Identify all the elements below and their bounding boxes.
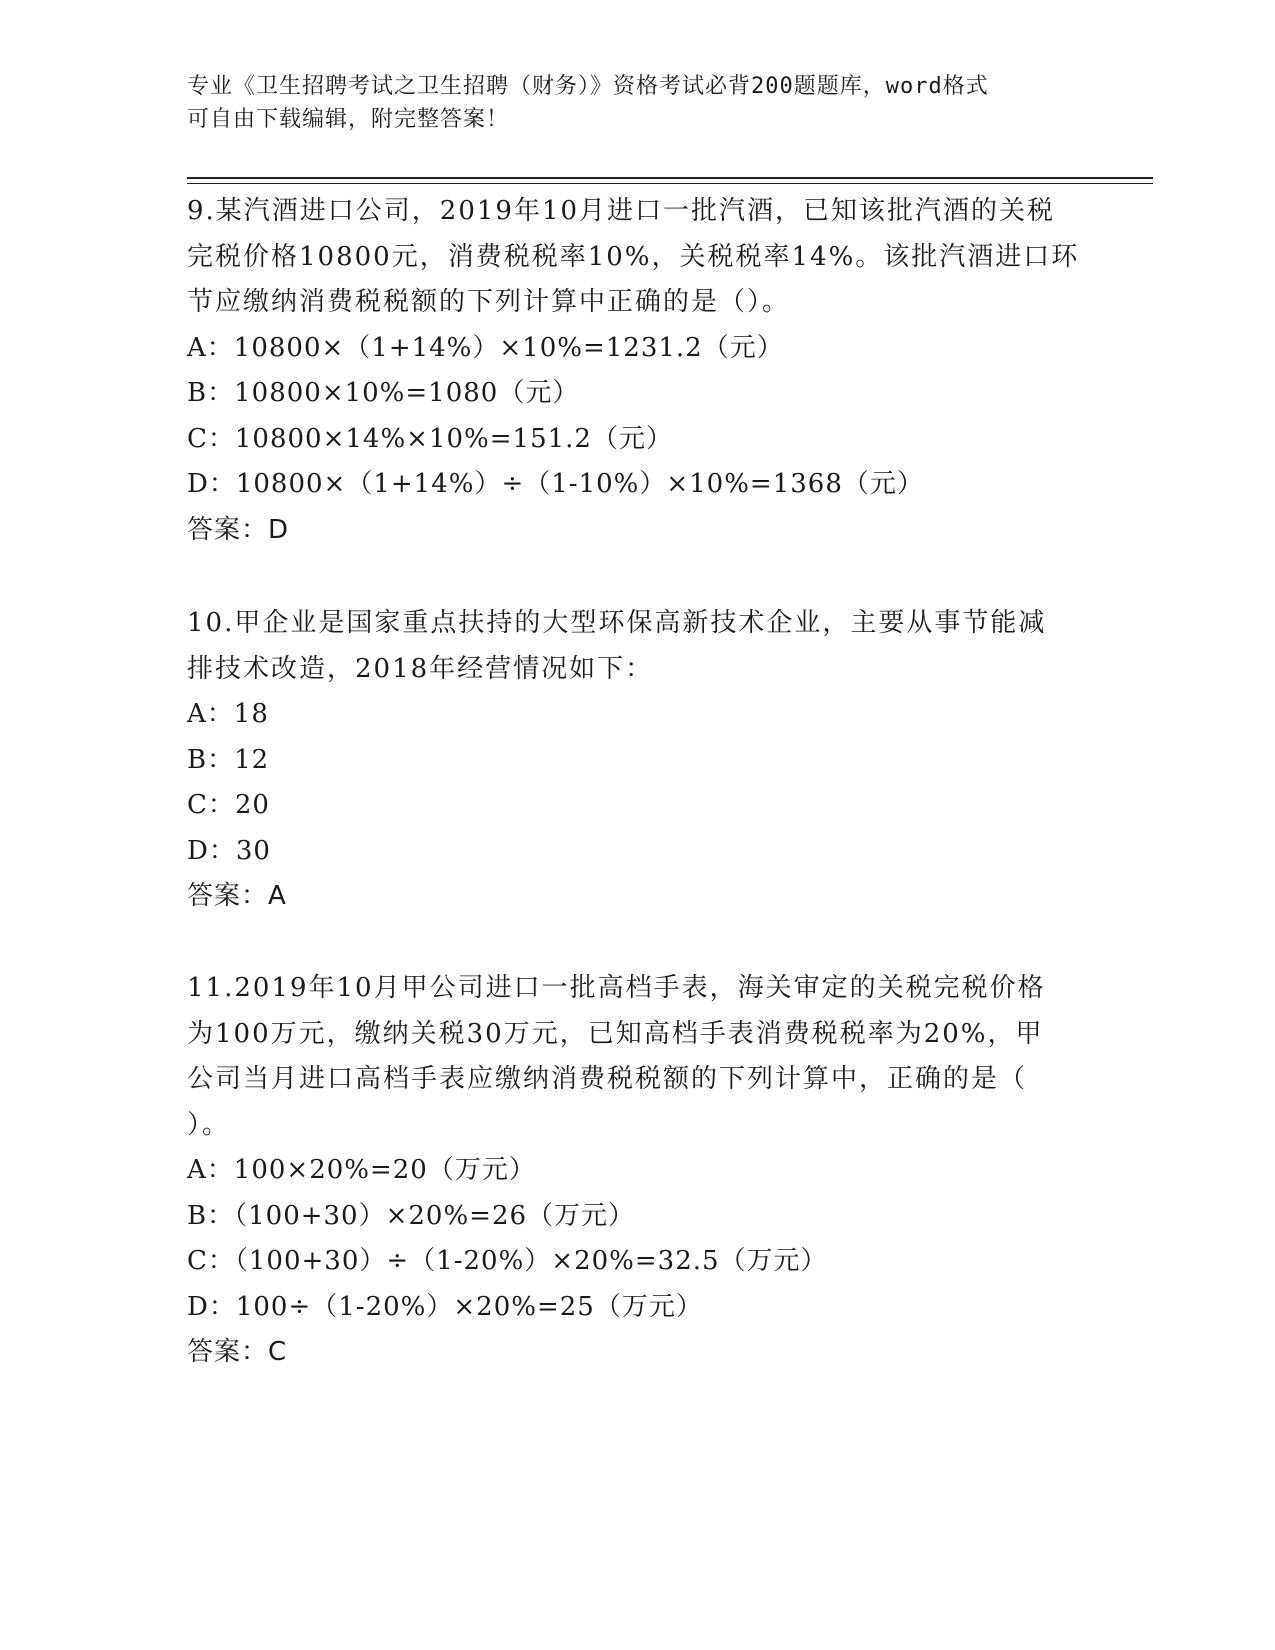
document-header bbox=[187, 70, 1067, 136]
answer-label: 答案：C bbox=[187, 1337, 288, 1367]
option-d: D：100÷（1-20%）×20%=25（万元） bbox=[187, 1291, 703, 1322]
question-9 bbox=[187, 189, 1087, 553]
stem-line: 公司当月进口高档手表应缴纳消费税税额的下列计算中，正确的是（ bbox=[187, 1064, 1028, 1094]
answer-label: 答案：D bbox=[187, 514, 290, 545]
stem-line: 11.2019年10月甲公司进口一批高档手表，海关审定的关税完税价格 bbox=[187, 973, 1046, 1003]
option-b: B：12 bbox=[187, 744, 270, 775]
question-stem bbox=[187, 601, 1087, 692]
option-c: C：10800×14%×10%=151.2（元） bbox=[187, 423, 673, 454]
option-b: B：10800×10%=1080（元） bbox=[187, 378, 580, 408]
stem-line: ）。 bbox=[187, 1109, 231, 1140]
stem-line: 10.甲企业是国家重点扶持的大型环保高新技术企业，主要从事节能减 bbox=[187, 608, 1047, 638]
question-10 bbox=[187, 601, 1087, 920]
stem-line: 排技术改造，2018年经营情况如下： bbox=[187, 653, 654, 684]
header-divider-thin bbox=[187, 183, 1153, 184]
stem-line: 节应缴纳消费税税额的下列计算中正确的是（）。 bbox=[187, 287, 791, 317]
stem-line: 完税价格10800元，消费税税率10%，关税税率14%。该批汽酒进口环 bbox=[187, 241, 1080, 272]
option-a: A：10800×（1+14%）×10%=1231.2（元） bbox=[187, 332, 784, 363]
option-b: B：（100+30）×20%=26（万元） bbox=[187, 1200, 636, 1231]
option-a: A：18 bbox=[187, 699, 269, 729]
answer-label: 答案：A bbox=[187, 881, 287, 911]
stem-line: 9.某汽酒进口公司，2019年10月进口一批汽酒，已知该批汽酒的关税 bbox=[187, 196, 1056, 226]
option-a: A：100×20%=20（万元） bbox=[187, 1155, 536, 1185]
question-11 bbox=[187, 966, 1087, 1376]
option-d: D：30 bbox=[187, 835, 271, 866]
header-divider-thick bbox=[187, 177, 1153, 179]
option-c: C：20 bbox=[187, 790, 270, 820]
option-c: C：（100+30）÷（1-20%）×20%=32.5（万元） bbox=[187, 1246, 828, 1276]
stem-line: 为100万元，缴纳关税30万元，已知高档手表消费税税率为20%，甲 bbox=[187, 1018, 1044, 1049]
option-d: D：10800×（1+14%）÷（1-10%）×10%=1368（元） bbox=[187, 469, 924, 499]
header-line-1: 专业《卫生招聘考试之卫生招聘（财务）》资格考试必背200题题库，word格式 bbox=[187, 74, 989, 99]
question-stem bbox=[187, 189, 1087, 326]
question-stem bbox=[187, 966, 1087, 1148]
header-line-2: 可自由下载编辑，附完整答案！ bbox=[187, 107, 510, 132]
